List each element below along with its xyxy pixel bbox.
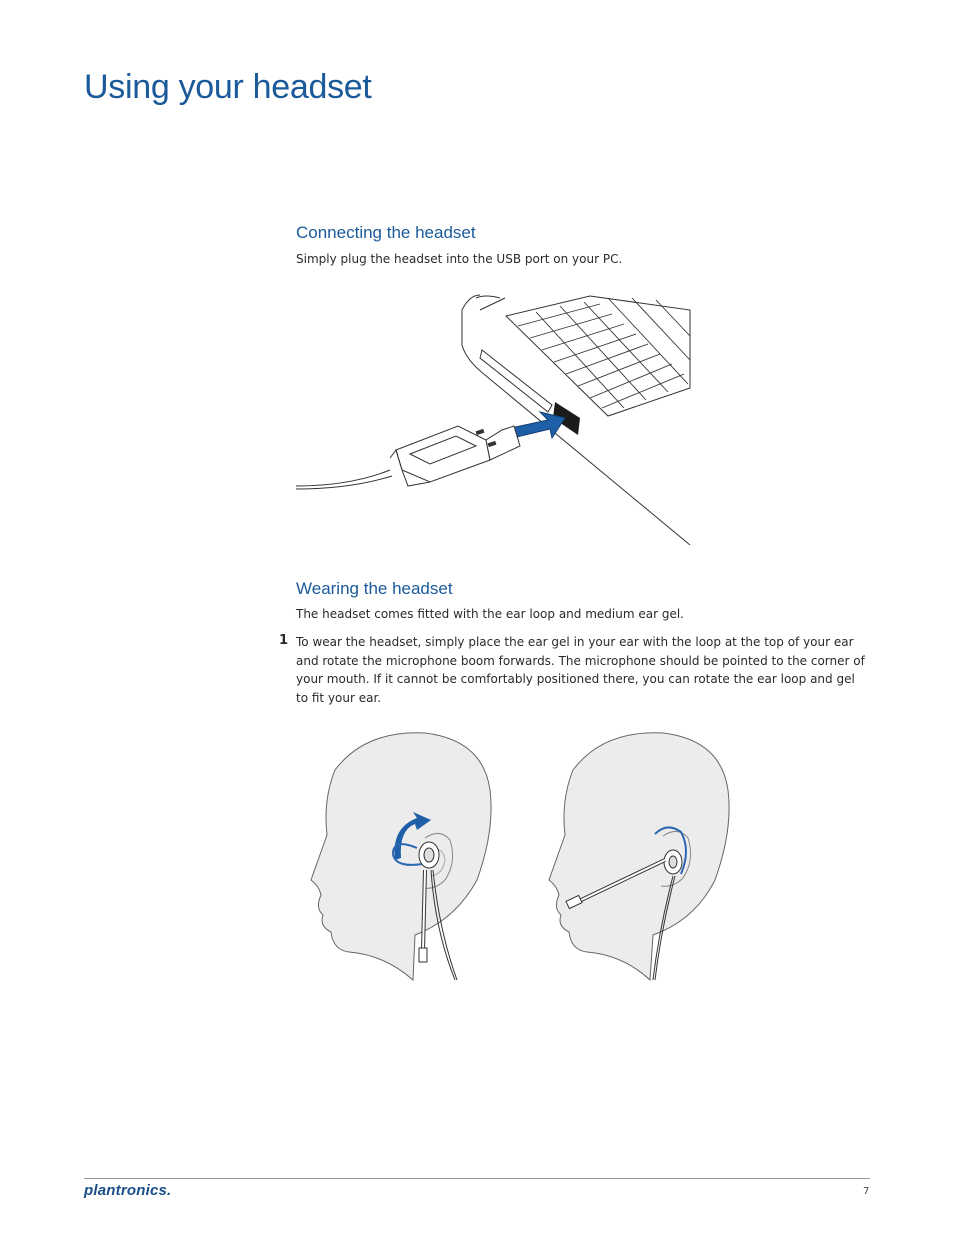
head-illustration-right [545,730,750,985]
step-text: To wear the headset, simply place the ear gel in your ear with the loop at the top of your ear and rotate the microphone boom forwards. The microphone should be pointed to the corner of your mouth. If it cannot be comfortably positioned there, you can rotate the ear loop and gel to fit your ear. [296,635,865,705]
step-number: 1 [279,633,289,648]
wearing-body: The headset comes fitted with the ear loop and medium ear gel. [296,607,684,621]
connecting-body: Simply plug the headset into the USB port on your PC. [296,252,623,266]
wearing-heading: Wearing the headset [296,579,453,598]
connecting-heading: Connecting the headset [296,223,476,242]
page-title: Using your headset [84,68,372,106]
usb-connection-illustration [290,290,700,545]
head-illustration-left [305,730,500,985]
plantronics-logo: plantronics. [84,1182,172,1199]
footer-divider [84,1178,870,1179]
page-number: 7 [863,1186,870,1197]
